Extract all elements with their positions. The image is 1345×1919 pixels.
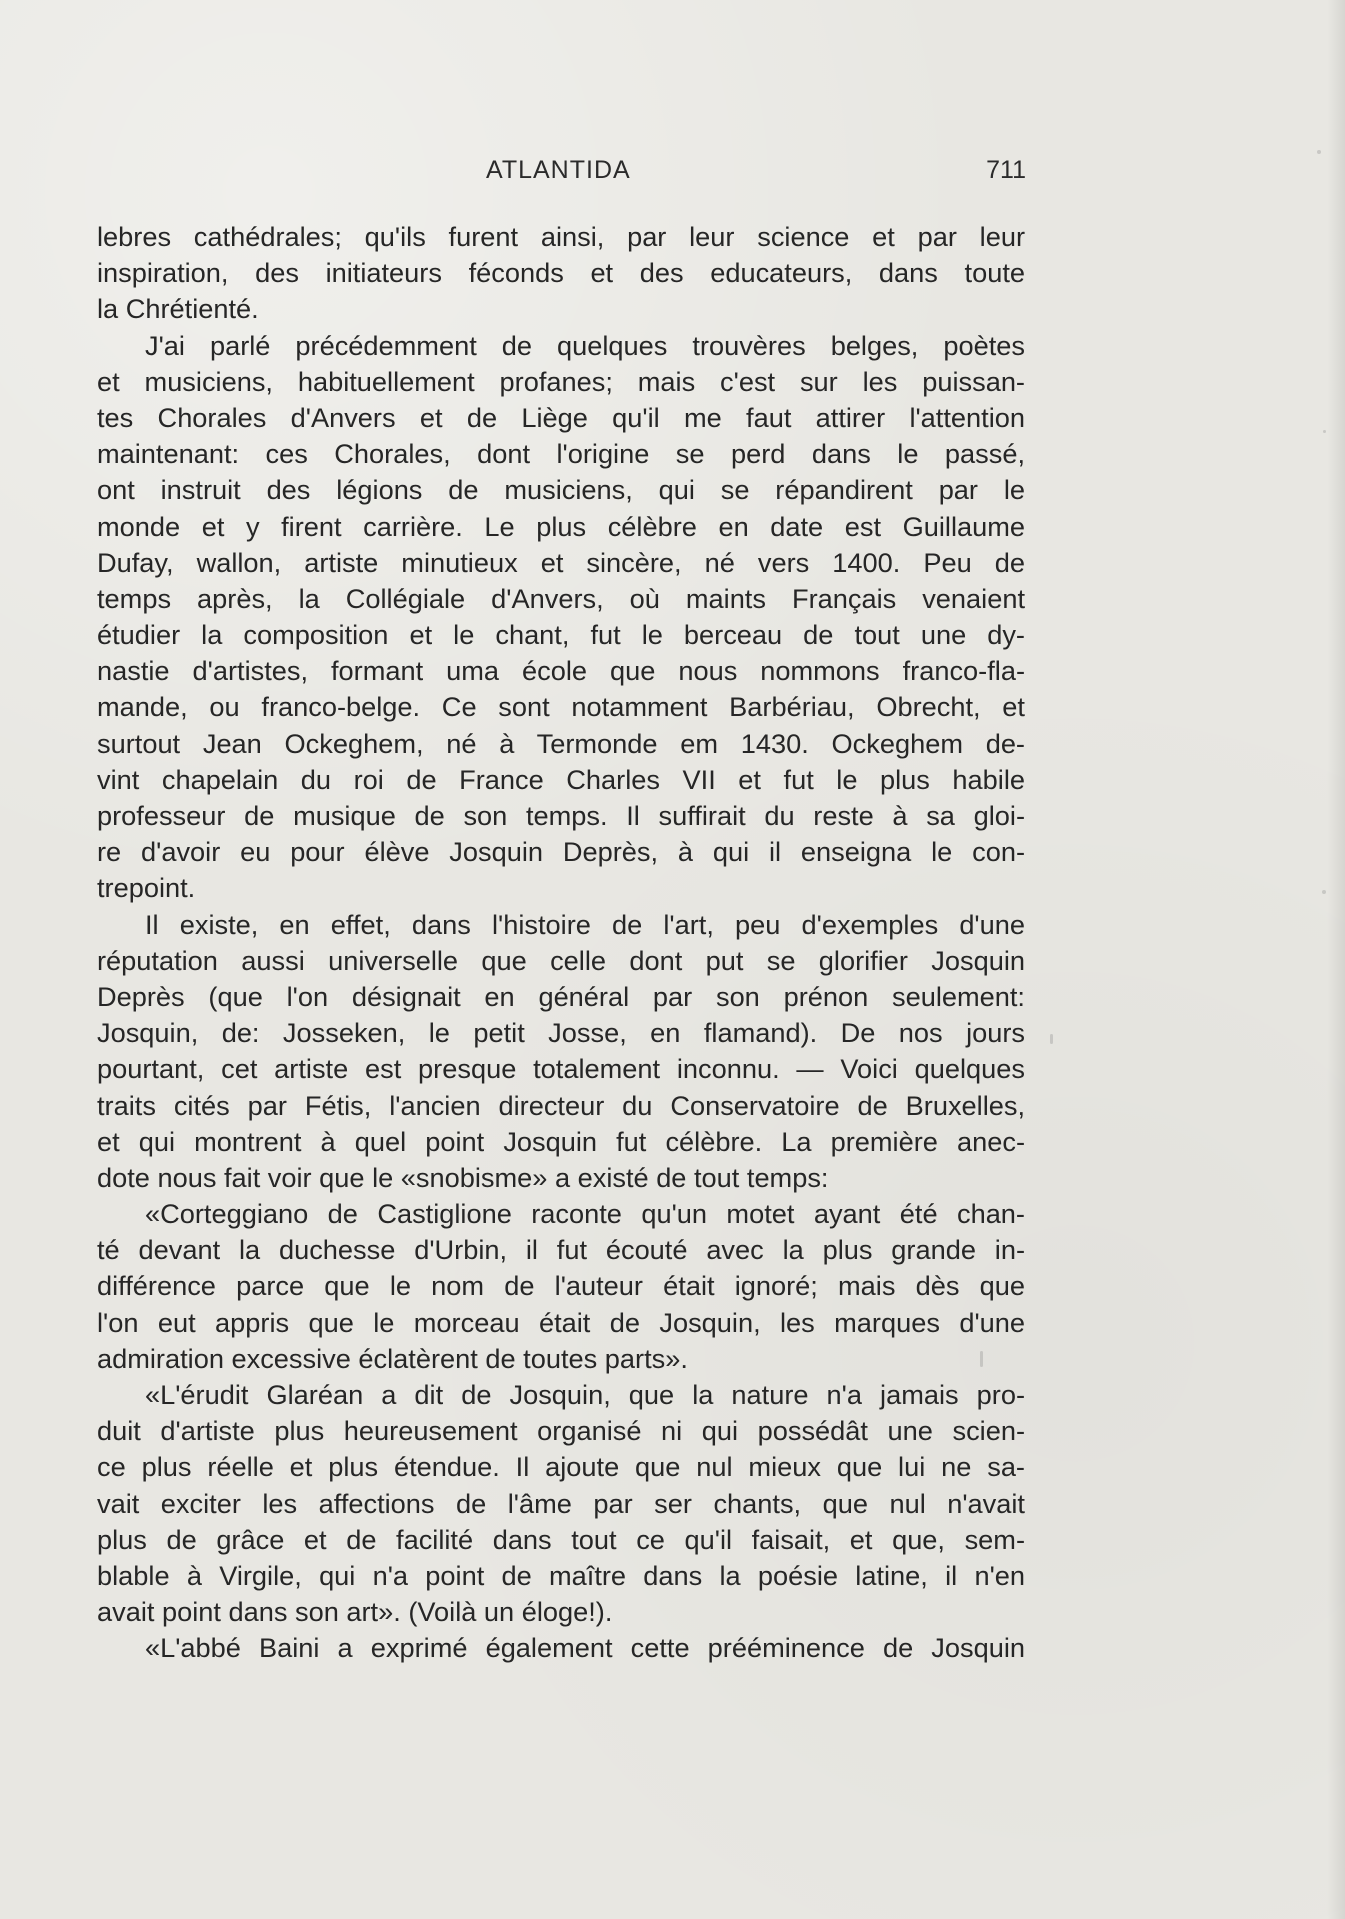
text-line: différence parce que le nom de l'auteur était ignoré; mais dès que — [97, 1270, 1025, 1302]
text-line: l'on eut appris que le morceau était de Josquin, les marques d'une — [97, 1306, 1025, 1338]
text-line: mande, ou franco-belge. Ce sont notamment Barbériau, Obrecht, et — [97, 691, 1025, 723]
running-title: ATLANTIDA — [486, 156, 631, 184]
text-line: «Corteggiano de Castiglione raconte qu'un motet ayant été chan- — [145, 1198, 1025, 1230]
text-line: vint chapelain du roi de France Charles VII et fut le plus habile — [97, 763, 1025, 795]
text-line: étudier la composition et le chant, fut le berceau de tout une dy- — [97, 619, 1025, 651]
text-line: pourtant, cet artiste est presque totalement inconnu. — Voici quelques — [97, 1053, 1025, 1085]
text-line: la Chrétienté. — [97, 293, 259, 325]
text-line: «L'abbé Baini a exprimé également cette prééminence de Josquin — [145, 1632, 1025, 1664]
text-line: avait point dans son art». (Voilà un éloge!). — [97, 1596, 613, 1628]
page-header — [98, 156, 1026, 192]
text-line: monde et y firent carrière. Le plus célèbre en date est Guillaume — [97, 510, 1025, 542]
text-line: trepoint. — [97, 872, 196, 904]
text-line: et qui montrent à quel point Josquin fut célèbre. La première anec- — [97, 1125, 1025, 1157]
text-line: ce plus réelle et plus étendue. Il ajoute que nul mieux que lui ne sa- — [97, 1451, 1025, 1483]
text-line: lebres cathédrales; qu'ils furent ainsi, par leur science et par leur — [97, 221, 1025, 252]
text-line: Il existe, en effet, dans l'histoire de l'art, peu d'exemples d'une — [145, 908, 1025, 940]
text-line: Dufay, wallon, artiste minutieux et sincère, né vers 1400. Peu de — [97, 546, 1025, 578]
text-line: ont instruit des légions de musiciens, qui se répandirent par le — [97, 474, 1025, 506]
paper-speck — [1050, 1034, 1053, 1044]
text-line: Josquin, de: Josseken, le petit Josse, en flamand). De nos jours — [97, 1017, 1025, 1049]
text-line: surtout Jean Ockeghem, né à Termonde em 1430. Ockeghem de- — [97, 727, 1025, 759]
text-line: dote nous fait voir que le «snobisme» a existé de tout temps: — [97, 1161, 829, 1193]
text-line: admiration excessive éclatèrent de toutes parts». — [97, 1342, 688, 1374]
body-text — [97, 219, 1025, 1667]
text-line: professeur de musique de son temps. Il suffirait du reste à sa gloi- — [97, 800, 1025, 831]
text-line: plus de grâce et de facilité dans tout ce qu'il faisait, et que, sem- — [97, 1523, 1025, 1555]
text-line: «L'érudit Glaréan a dit de Josquin, que la nature n'a jamais pro- — [145, 1379, 1025, 1410]
text-line: té devant la duchesse d'Urbin, il fut écouté avec la plus grande in- — [97, 1234, 1025, 1266]
paper-speck — [1322, 890, 1326, 894]
text-line: J'ai parlé précédemment de quelques trouvères belges, poètes — [145, 329, 1025, 361]
page-number: 711 — [986, 156, 1026, 184]
text-line: traits cités par Fétis, l'ancien directeur du Conservatoire de Bruxelles, — [97, 1089, 1025, 1121]
paper-speck — [1323, 430, 1326, 433]
paper-speck — [1317, 150, 1321, 154]
page-edge-shadow — [1327, 0, 1345, 1919]
text-line: maintenant: ces Chorales, dont l'origine se perd dans le passé, — [97, 438, 1025, 470]
text-line: temps après, la Collégiale d'Anvers, où maints Français venaient — [97, 582, 1025, 614]
text-line: duit d'artiste plus heureusement organisé ni qui possédât une scien- — [97, 1415, 1025, 1447]
text-line: réputation aussi universelle que celle dont put se glorifier Josquin — [97, 944, 1025, 976]
text-line: inspiration, des initiateurs féconds et des educateurs, dans toute — [97, 257, 1025, 289]
text-line: tes Chorales d'Anvers et de Liège qu'il me faut attirer l'attention — [97, 401, 1025, 433]
text-line: blable à Virgile, qui n'a point de maître dans la poésie latine, il n'en — [97, 1559, 1025, 1591]
text-line: nastie d'artistes, formant uma école que nous nommons franco-fla- — [97, 655, 1025, 687]
text-line: vait exciter les affections de l'âme par ser chants, que nul n'avait — [97, 1487, 1025, 1519]
text-line: Deprès (que l'on désignait en général par son prénon seulement: — [97, 980, 1025, 1012]
text-line: re d'avoir eu pour élève Josquin Deprès, à qui il enseigna le con- — [97, 836, 1025, 868]
text-line: et musiciens, habituellement profanes; mais c'est sur les puissan- — [97, 365, 1025, 397]
